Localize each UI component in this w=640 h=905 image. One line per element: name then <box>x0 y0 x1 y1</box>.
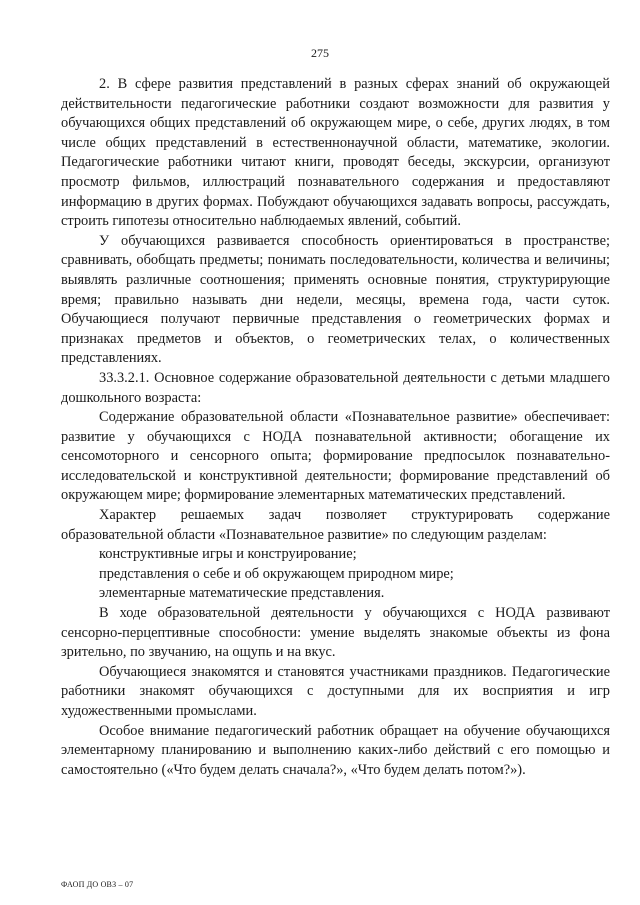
list-item-1: конструктивные игры и конструирование; <box>99 546 357 563</box>
document-body <box>61 75 610 780</box>
footer-code: ФАОП ДО ОВЗ – 07 <box>61 880 134 889</box>
paragraph-4: Содержание образовательной области «Познавательное развитие» обеспечивает: развитие у обучающихся с НОДА познавательной активности; обогащение их сенсомоторного и сенсорного опыта; формирование предпосылок познавательно-исследовательской и конструктивной деятельности; формирование представлений об окружающем мире; формирование элементарных математических представлений. <box>61 409 610 504</box>
page-number: 275 <box>311 46 329 60</box>
list-item-3: элементарные математические представления. <box>99 585 385 602</box>
paragraph-8: Особое внимание педагогический работник обращает на обучение обучающихся элементарному планированию и выполнению каких-либо действий с его помощью и самостоятельно («Что будем делать сначала?», «Что будем делать потом?»). <box>61 722 610 778</box>
paragraph-2: У обучающихся развивается способность ориентироваться в пространстве; сравнивать, обобщать предметы; понимать последовательности, количества и величины; выявлять различные соотношения; применять основные понятия, структурирующие время; правильно называть дни недели, месяцы, времена года, части суток. Обучающиеся получают первичные представления о геометрических формах и признаках предметов и объектов, о геометрических телах, о количественных представлениях. <box>61 232 610 367</box>
paragraph-7: Обучающиеся знакомятся и становятся участниками праздников. Педагогические работники знакомят обучающихся с доступными для их восприятия и игр художественными промыслами. <box>61 663 610 719</box>
paragraph-3: 33.3.2.1. Основное содержание образовательной деятельности с детьми младшего дошкольного возраста: <box>61 369 610 406</box>
list-item-2: представления о себе и об окружающем природном мире; <box>99 565 454 582</box>
paragraph-5: Характер решаемых задач позволяет структурировать содержание образовательной области «Познавательное развитие» по следующим разделам: <box>61 507 610 543</box>
paragraph-6: В ходе образовательной деятельности у обучающихся с НОДА развивают сенсорно-перцептивные способности: умение выделять знакомые объекты из фона зрительно, по звучанию, на ощупь и на вкус. <box>61 605 610 661</box>
paragraph-1: 2. В сфере развития представлений в разных сферах знаний об окружающей действительности педагогические работники создают возможности для развития у обучающихся общих представлений об окружающем мире, о себе, других людях, в том числе общих представлений в естественнонаучной области, математике, экологии. Педагогические работники читают книги, проводят беседы, экскурсии, организуют просмотр фильмов, иллюстраций познавательного содержания и предоставляют информацию в других формах. Побуждают обучающихся задавать вопросы, рассуждать, строить гипотезы относительно наблюдаемых явлений, событий. <box>61 76 610 230</box>
